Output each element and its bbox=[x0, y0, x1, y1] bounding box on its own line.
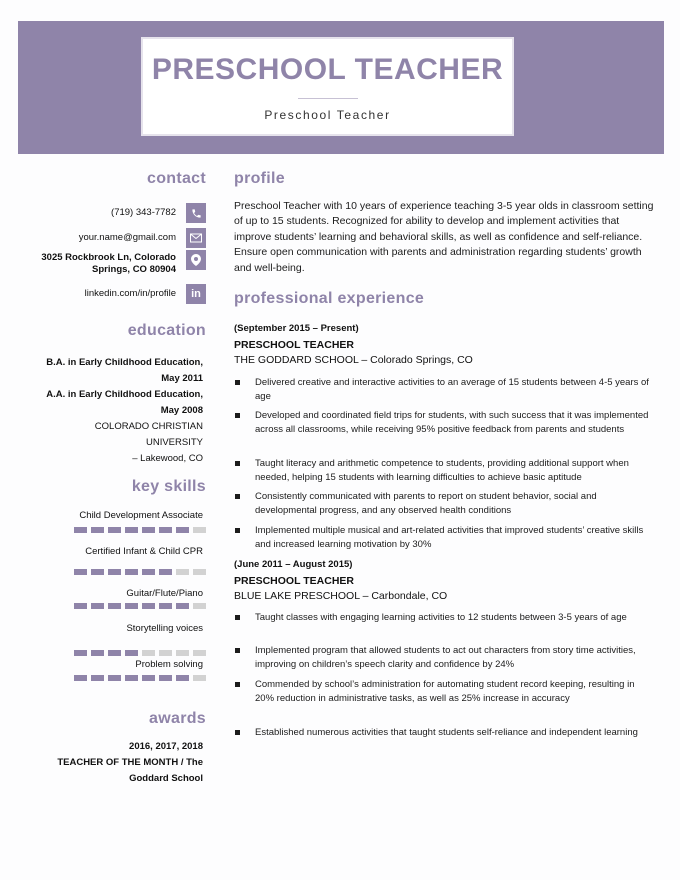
contact-phone-row bbox=[16, 203, 206, 223]
skill-label: Problem solving bbox=[135, 659, 203, 670]
skill-segment-filled bbox=[125, 675, 138, 681]
bullet-icon bbox=[235, 461, 240, 466]
linkedin-icon: in bbox=[186, 284, 206, 304]
skill-segment-filled bbox=[108, 603, 121, 609]
job-bullet bbox=[234, 644, 654, 672]
education-heading: education bbox=[127, 322, 206, 339]
skill-segment-filled bbox=[91, 675, 104, 681]
skill-label: Guitar/Flute/Piano bbox=[126, 588, 203, 599]
job-bullet bbox=[234, 490, 654, 518]
bullet-text: Developed and coordinated field trips for students, with such success that it was implemented across all classrooms, while receiving 95% positive feedback from parents and students bbox=[255, 410, 649, 435]
skill-segment-filled bbox=[108, 527, 121, 533]
skill-segment-filled bbox=[91, 650, 104, 656]
contact-email-row bbox=[16, 228, 206, 248]
skill-bar bbox=[66, 675, 206, 681]
experience-heading: professional experience bbox=[234, 290, 425, 307]
job-bullet bbox=[234, 376, 654, 404]
job-bullet bbox=[234, 678, 654, 706]
skill-segment-filled bbox=[74, 650, 87, 656]
skill-segment-filled bbox=[91, 603, 104, 609]
skill-segment-filled bbox=[125, 603, 138, 609]
skill-segment-filled bbox=[176, 675, 189, 681]
skill-segment-filled bbox=[159, 603, 172, 609]
candidate-name: PRESCHOOL TEACHER bbox=[151, 53, 504, 86]
skill-segment-filled bbox=[142, 527, 155, 533]
job-title: PRESCHOOL TEACHER bbox=[234, 339, 354, 351]
skill-segment-filled bbox=[91, 569, 104, 575]
bullet-text: Taught literacy and arithmetic competence to students, providing additional support when needed, helping 15 students with learning difficulties to achieve basic aptitude bbox=[255, 458, 629, 483]
bullet-text: Implemented multiple musical and art-related activities that improved students’ creative skills and increased learning motivation by 30% bbox=[255, 525, 644, 550]
skill-segment-filled bbox=[74, 527, 87, 533]
bullet-icon bbox=[235, 682, 240, 687]
bullet-text: Delivered creative and interactive activities to an average of 15 students between 4-5 years of age bbox=[255, 377, 649, 402]
contact-address-row bbox=[16, 250, 206, 278]
award-years: 2016, 2017, 2018 bbox=[129, 741, 203, 752]
skill-segment-empty bbox=[193, 675, 206, 681]
skill-segment-empty bbox=[176, 569, 189, 575]
skill-bar bbox=[66, 569, 206, 575]
skill-segment-filled bbox=[108, 569, 121, 575]
bullet-icon bbox=[235, 494, 240, 499]
skill-segment-filled bbox=[74, 675, 87, 681]
skill-segment-empty bbox=[142, 650, 155, 656]
job-company: BLUE LAKE PRESCHOOL – Carbondale, CO bbox=[234, 590, 448, 602]
envelope-icon bbox=[186, 228, 206, 248]
job-dates: (September 2015 – Present) bbox=[234, 323, 359, 334]
job-bullet bbox=[234, 409, 654, 437]
award-title-line-2: Goddard School bbox=[129, 773, 203, 784]
skill-segment-filled bbox=[176, 527, 189, 533]
skill-segment-empty bbox=[193, 603, 206, 609]
map-pin-icon bbox=[186, 250, 206, 270]
bullet-icon bbox=[235, 730, 240, 735]
profile-heading: profile bbox=[234, 170, 285, 187]
skill-label: Certified Infant & Child CPR bbox=[85, 546, 203, 557]
address-line-2: Springs, CO 80904 bbox=[92, 264, 176, 275]
education-line-6: UNIVERSITY bbox=[145, 437, 203, 448]
skill-segment-filled bbox=[125, 569, 138, 575]
skills-heading: key skills bbox=[131, 478, 206, 495]
phone-text: (719) 343-7782 bbox=[111, 207, 176, 218]
education-line-7: – Lakewood, CO bbox=[132, 453, 203, 464]
skill-segment-filled bbox=[142, 569, 155, 575]
awards-heading: awards bbox=[149, 710, 206, 727]
skill-segment-filled bbox=[125, 527, 138, 533]
skill-segment-filled bbox=[142, 675, 155, 681]
bullet-icon bbox=[235, 380, 240, 385]
skill-segment-empty bbox=[159, 650, 172, 656]
job-dates: (June 2011 – August 2015) bbox=[234, 559, 353, 570]
name-box bbox=[141, 37, 514, 136]
skill-bar bbox=[66, 603, 206, 609]
job-company: THE GODDARD SCHOOL – Colorado Springs, CO bbox=[234, 354, 473, 366]
bullet-text: Implemented program that allowed students to act out characters from story time activities, improving on children’s speech clarity and confidence by 24% bbox=[255, 645, 636, 670]
skill-label: Child Development Associate bbox=[79, 510, 203, 521]
job-bullet bbox=[234, 457, 654, 485]
skill-segment-filled bbox=[142, 603, 155, 609]
skill-bar bbox=[66, 527, 206, 533]
bullet-icon bbox=[235, 413, 240, 418]
skill-label: Storytelling voices bbox=[126, 623, 203, 634]
skill-segment-filled bbox=[159, 569, 172, 575]
award-title-line-1: TEACHER OF THE MONTH / The bbox=[57, 757, 203, 768]
job-bullet bbox=[234, 726, 654, 740]
contact-linkedin-row bbox=[16, 284, 206, 304]
skill-segment-filled bbox=[125, 650, 138, 656]
job-bullet bbox=[234, 611, 654, 625]
skill-segment-empty bbox=[193, 527, 206, 533]
skill-segment-filled bbox=[74, 569, 87, 575]
name-divider bbox=[298, 98, 358, 99]
address-line-1: 3025 Rockbrook Ln, Colorado bbox=[41, 252, 176, 263]
skill-segment-filled bbox=[108, 650, 121, 656]
skill-segment-filled bbox=[74, 603, 87, 609]
job-bullet bbox=[234, 524, 654, 552]
bullet-icon bbox=[235, 528, 240, 533]
bullet-icon bbox=[235, 615, 240, 620]
skill-segment-filled bbox=[176, 603, 189, 609]
education-line-4: May 2008 bbox=[160, 405, 203, 416]
bullet-icon bbox=[235, 648, 240, 653]
skill-segment-empty bbox=[193, 569, 206, 575]
bullet-text: Established numerous activities that taught students self-reliance and independent learning bbox=[255, 727, 638, 738]
linkedin-text[interactable]: linkedin.com/in/profile bbox=[84, 288, 176, 299]
skill-segment-filled bbox=[91, 527, 104, 533]
skill-segment-filled bbox=[108, 675, 121, 681]
email-text: your.name@gmail.com bbox=[78, 232, 176, 243]
address-text bbox=[41, 252, 176, 276]
education-line-1: B.A. in Early Childhood Education, bbox=[46, 357, 203, 368]
skill-segment-empty bbox=[176, 650, 189, 656]
education-line-2: May 2011 bbox=[161, 373, 203, 384]
education-line-5: COLORADO CHRISTIAN bbox=[94, 421, 203, 432]
job-title: PRESCHOOL TEACHER bbox=[234, 575, 354, 587]
contact-heading: contact bbox=[147, 170, 206, 187]
education-line-3: A.A. in Early Childhood Education, bbox=[46, 389, 203, 400]
bullet-text: Commended by school’s administration for automating student record keeping, resulting in 20% reduction in administrative tasks, as well as 25% increase in accuracy bbox=[255, 679, 635, 704]
skill-bar bbox=[66, 650, 206, 656]
candidate-subtitle: Preschool Teacher bbox=[264, 108, 391, 122]
skill-segment-filled bbox=[159, 527, 172, 533]
bullet-text: Taught classes with engaging learning activities to 12 students between 3-5 years of age bbox=[255, 612, 627, 623]
phone-icon bbox=[186, 203, 206, 223]
bullet-text: Consistently communicated with parents to report on student behavior, social and developmental progress, and any observed health conditions bbox=[255, 491, 597, 516]
profile-summary: Preschool Teacher with 10 years of experience teaching 3-5 year olds in classroom setting of up to 15 students. Recognized for ability to develop and implement activities that improve students’ learning and behavioral skills, as well as confidence and self-reliance. Ensure open communication with parents and administration regarding students’ growth and well-being. bbox=[234, 200, 654, 274]
skill-segment-empty bbox=[193, 650, 206, 656]
skill-segment-filled bbox=[159, 675, 172, 681]
